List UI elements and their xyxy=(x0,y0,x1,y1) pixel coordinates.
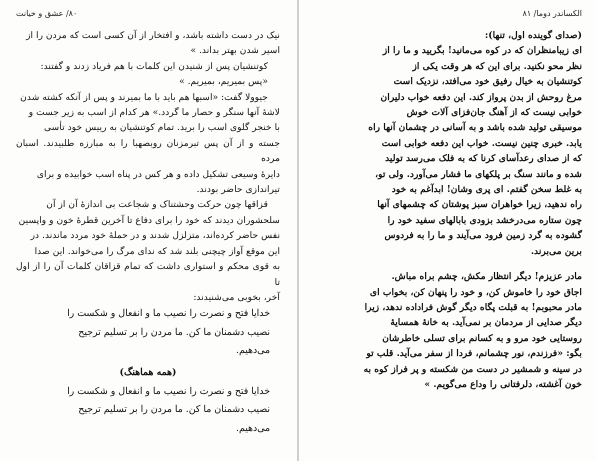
page-gutter xyxy=(297,0,299,461)
speaker-heading: (صدای گوینده اول، تنها): xyxy=(484,30,582,41)
poem-line: نصیب دشمنان ما کن. ما مردن را بر تسلیم ترجیح xyxy=(78,326,270,338)
right-page-header: الکساندر دوما/ ۸۱ xyxy=(522,9,582,18)
text-line: در سینه و شمشیر در دست من شکسته و پر فراز کوه به xyxy=(363,363,582,375)
text-line: تیراندازی حاضر بودند. xyxy=(196,184,280,196)
text-line: برین می‌برند. xyxy=(530,245,582,257)
right-page-body xyxy=(318,43,582,259)
text-line: خون آغشته، دلرفتانی را وداع می‌گویم. » xyxy=(424,378,582,390)
poem-line: نصیب دشمنان ما کن. ما مردن را بر تسلیم ترجیح xyxy=(78,404,270,416)
text-line: راه ندهید، زیرا خواهران سبز پوشتان که چشمهای آنها xyxy=(377,199,582,211)
chorus-heading: (همه هماهنگ) xyxy=(119,366,177,378)
text-line: جسته و از آن پس تبرمزنان روبصهبا را به مبارزه طلبیدند. اسبان مرده xyxy=(16,137,280,165)
text-line: با خنجر گلوی اسب را برید. تمام کوتنشیان به رییس خود تأسی xyxy=(44,122,280,134)
text-line: یابد. خبری چنین نیست. خواب این دفعه خوابی است xyxy=(381,137,582,149)
text-line: اسیر شدن بهتر بداند. » xyxy=(190,45,280,57)
text-line: دایرهٔ وسیعی تشکیل داده و هر کس در پناه اسب خوابیده و برای xyxy=(36,168,280,180)
text-line: مادر عزیزم! دیگر انتظار مکش، چشم براه مباش. xyxy=(391,271,582,283)
text-line: گشوده به گرد زمین فرود می‌آیند و ما را به فردوس xyxy=(384,230,582,242)
text-line: دیگر صدایی از مردمان بر نمی‌آید. به خانهٔ همسایهٔ xyxy=(390,317,582,329)
text-line: «پس بمیریم، بمیریم. » xyxy=(179,76,268,88)
left-page-header: ۸۰/ عشق و خیانت xyxy=(16,9,78,18)
text-line: مرغ روحش از بدن پرواز کند. این دفعه خواب دلیران xyxy=(380,91,582,103)
text-line: بگو: «فرزندم، نور چشمانم، فردا از سفر می‌آید. قلب تو xyxy=(366,348,582,360)
poem-line: می‌دهیم. xyxy=(235,345,270,357)
text-line: کوتنشیان پس از شنیدن این کلمات با هم فریاد زدند و گفتند: xyxy=(40,60,268,72)
text-line: نظر محو نکنید. برای این که هر وقت یکی از xyxy=(412,60,582,72)
poem-stanza-2 xyxy=(16,383,280,439)
text-line: نفس حاضر کرده‌اند، متزلزل شدند و در حملهٔ خود مردد ماندند. در xyxy=(30,230,280,242)
text-line: جیوولا گفت: «اسبها هم باید با ما بمیرند و پس از آنکه کشته شدن xyxy=(20,91,268,103)
text-line: لاشهٔ آنها سنگر و حصار ما گردد.» هر کدام از اسب به زیر جست و xyxy=(28,107,280,119)
poem-stanza-1 xyxy=(16,305,280,361)
text-line: به غلط سخن گفتم. ای پری وشان! ابدآغم به خود xyxy=(391,184,582,196)
text-line: قزاقها چون حرکت وحشتناک و شجاعت بی اندازهٔ آن از آن xyxy=(46,199,268,211)
text-line: روستایی خود مرو و به کسانم برای تسلی خاطرشان xyxy=(382,332,582,344)
poem-line: خدایا فتح و نصرت را نصیب ما و انفعال و شکست را xyxy=(67,385,270,397)
paragraph-gap xyxy=(318,259,582,269)
text-line: کوتنشیان به خیال رفیق خود می‌افتد، نزدیک است xyxy=(393,76,582,88)
right-page-body-2 xyxy=(318,269,582,392)
text-line: موسیقی تولید شده باشد و به آسانی در چشمان آنها راه xyxy=(368,122,582,134)
left-page-body xyxy=(16,28,280,305)
poem-line: می‌دهیم. xyxy=(235,422,270,434)
text-line: چون ستاره می‌درخشد بزودی بابالهای سفید خود را xyxy=(387,214,582,226)
poem-line: خدایا فتح و نصرت را نصیب ما و انفعال و شکست را xyxy=(67,308,270,320)
text-line: به قوی محکم و استواری داشت که تمام قزاقان کلمات آن را از اول تا xyxy=(16,261,280,288)
left-page xyxy=(0,0,296,461)
text-line: خوابی نیست که از آهنگ جان‌فزای آلات خوش xyxy=(406,107,582,119)
text-line: سلحشوران دیدند که خود را برای دفاع تا آخرین قطرهٔ خون و واپسین xyxy=(18,214,280,226)
right-page xyxy=(300,0,596,461)
text-line: ای زیبامنظران که در کوه می‌مانید! بگریید و ما را از xyxy=(382,45,582,57)
text-line: این موقع آواز چیچنی بلند شد که ندای مرگ را می‌خواند. این صدا xyxy=(34,245,280,257)
text-line: نیک در دست داشته باشد، و افتخار از آن کسی است که مردن را از xyxy=(26,30,280,41)
text-line: شده و مانند سنگ بر پلکهای ما فشار می‌آورد. ولی تو، xyxy=(375,168,582,180)
text-line: اجاق خود را خاموش کن، و خود را پنهان کن، بخواب ای xyxy=(369,286,582,298)
text-line: آخر، بخوبی می‌شنیدند: xyxy=(193,291,280,303)
text-line: که از صدای رعدآسای کرنا که به فلک می‌رسد تولید xyxy=(385,153,582,165)
text-line: مادر محبوبم! به قبلت پگاه دیگر گوش فراداده ندهد، زیرا xyxy=(364,301,582,313)
